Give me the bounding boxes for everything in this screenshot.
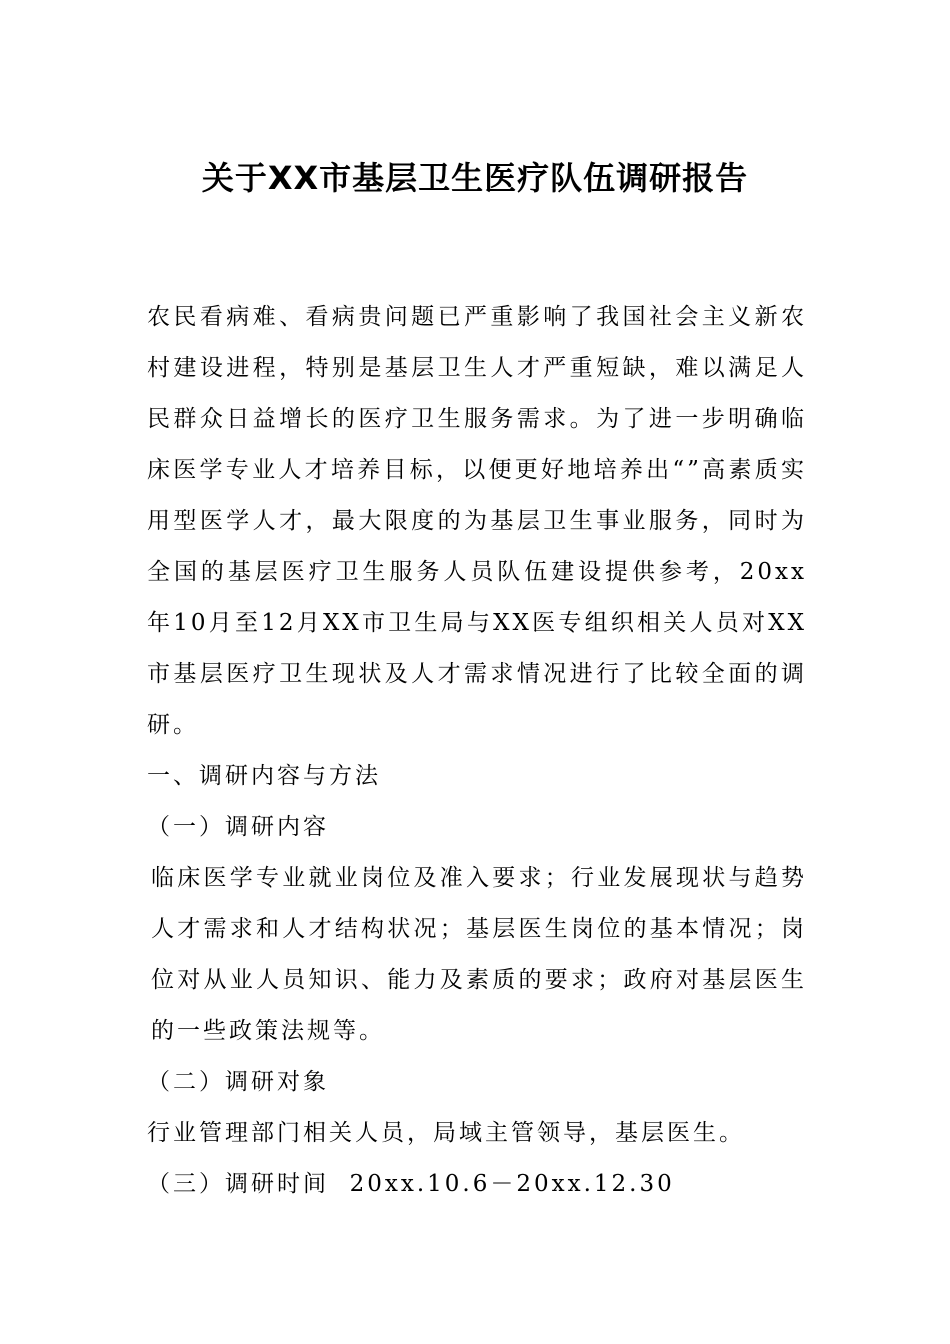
subsection-heading-3: （三）调研时间 xyxy=(147,1171,329,1197)
subsection-heading-2: （二）调研对象 xyxy=(147,1069,329,1095)
document-title: 关于XX市基层卫生医疗队伍调研报告 xyxy=(201,159,749,197)
section-heading-1: 一、调研内容与方法 xyxy=(147,763,381,789)
subsection-heading-1: （一）调研内容 xyxy=(147,814,329,840)
survey-period-value: 20xx.10.6－20xx.12.30 xyxy=(349,1171,675,1197)
document-body xyxy=(147,292,807,1210)
subsection-text-1: 临床医学专业就业岗位及准入要求；行业发展现状与趋势人才需求和人才结构状况；基层医生岗位的基本情况；岗位对从业人员知识、能力及素质的要求；政府对基层医生的一些政策法规等。 xyxy=(151,865,807,1044)
intro-paragraph: 农民看病难、看病贵问题已严重影响了我国社会主义新农村建设进程，特别是基层卫生人才严重短缺，难以满足人民群众日益增长的医疗卫生服务需求。为了进一步明确临床医学专业人才培养目标，以便更好地培养出“”高素质实用型医学人才，最大限度的为基层卫生事业服务，同时为全国的基层医疗卫生服务人员队伍建设提供参考，20xx年10月至12月XX市卫生局与XX医专组织相关人员对XX市基层医疗卫生现状及人才需求情况进行了比较全面的调研。 xyxy=(147,304,807,738)
subsection-line-3 xyxy=(147,1159,807,1210)
subsection-text-2: 行业管理部门相关人员，局域主管领导，基层医生。 xyxy=(147,1120,745,1146)
